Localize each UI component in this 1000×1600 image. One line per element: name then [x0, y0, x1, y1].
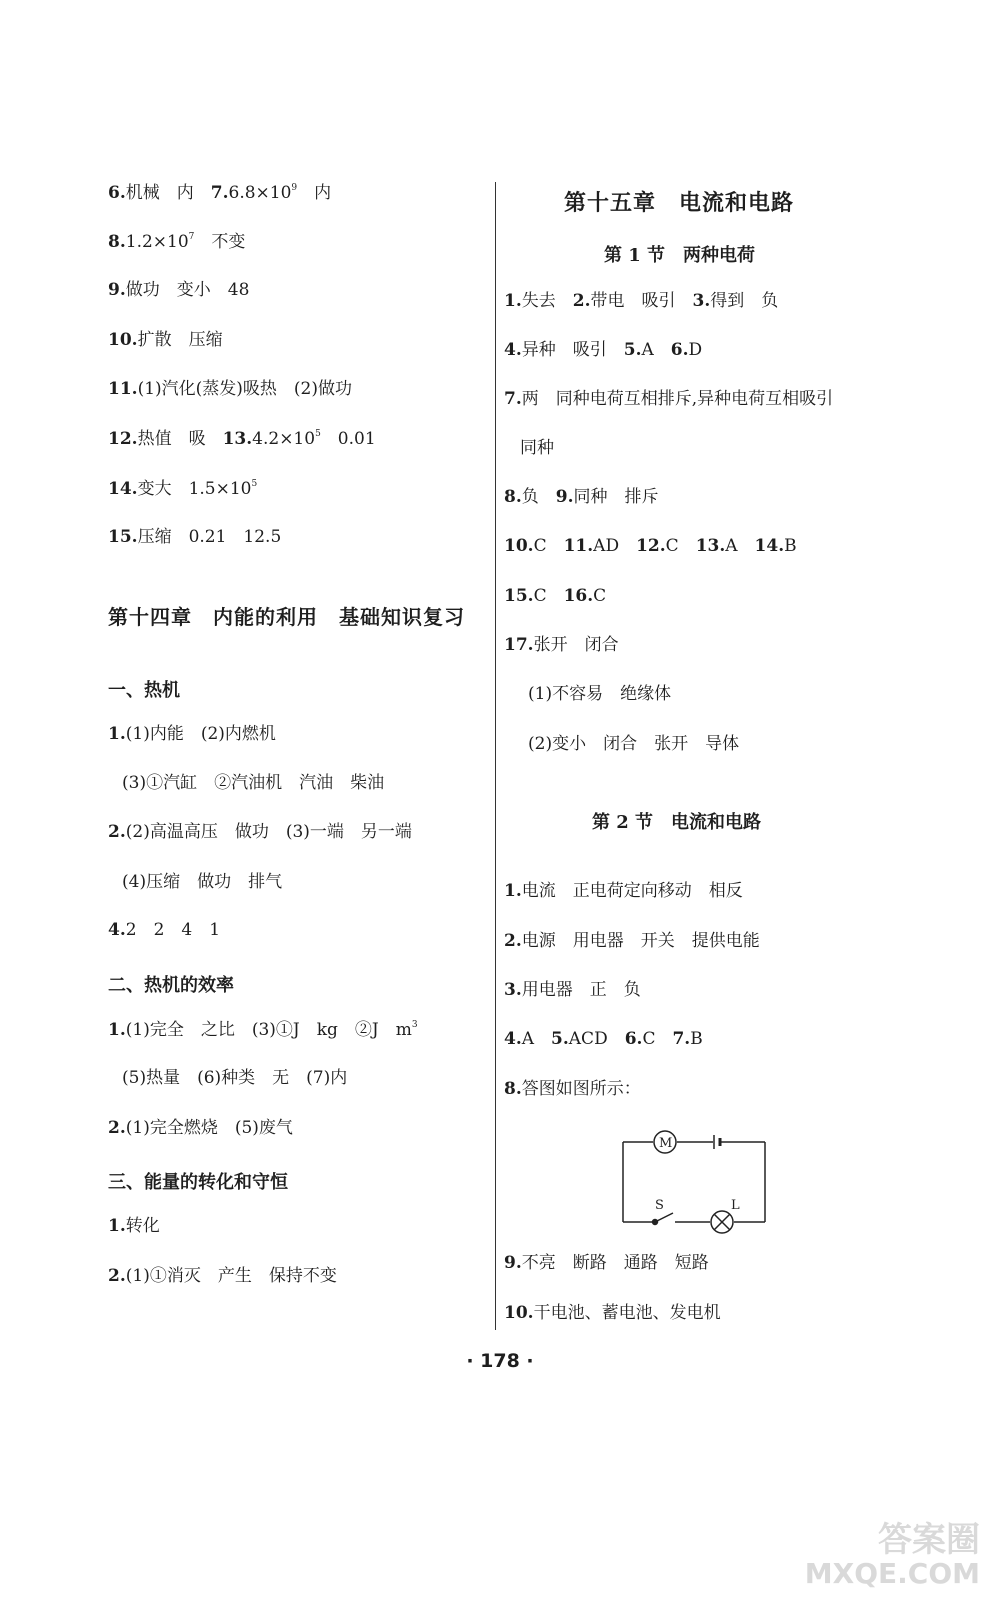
watermark-url: MXQE.COM — [804, 1557, 980, 1591]
answer-line-17: 17.张开 闭合 — [504, 635, 619, 655]
answer-line-9: 9.做功 变小 48 — [108, 280, 250, 300]
answer-line-7: 7.两 同种电荷互相排斥,异种电荷互相吸引 — [504, 389, 834, 409]
switch-icon — [655, 1213, 673, 1222]
answer-line-10-14: 10.C 11.AD 12.C 13.A 14.B — [504, 536, 797, 556]
circuit-answer-line-10: 10.干电池、蓄电池、发电机 — [504, 1303, 721, 1323]
circuit-answer-line-4-7: 4.A 5.ACD 6.C 7.B — [504, 1029, 703, 1049]
circuit-answer-line-9: 9.不亮 断路 通路 短路 — [504, 1253, 709, 1273]
switch-label: S — [655, 1198, 664, 1213]
watermark-logo-text: 答案圈 — [878, 1519, 980, 1560]
answer-line-15-16: 15.C 16.C — [504, 586, 607, 606]
lamp-label: L — [731, 1198, 740, 1213]
energy-line-1: 1.转化 — [108, 1216, 160, 1236]
heat-engine-line-5: 4.2 2 4 1 — [108, 920, 221, 940]
answer-line-4-6: 4.异种 吸引 5.A 6.D — [504, 340, 703, 360]
heat-engine-line-4: (4)压缩 做功 排气 — [122, 872, 283, 892]
answer-line-7-cont: 同种 — [520, 438, 554, 458]
circuit-answer-line-3: 3.用电器 正 负 — [504, 980, 641, 1000]
motor-label: M — [659, 1136, 673, 1151]
chapter-14-heading: 第十四章 内能的利用 基础知识复习 — [108, 605, 465, 629]
page-number: · 178 · — [466, 1350, 534, 1372]
section-1-heading: 第 1 节 两种电荷 — [604, 245, 756, 266]
chapter-15-heading: 第十五章 电流和电路 — [564, 190, 795, 216]
heat-engine-line-2: (3)①汽缸 ②汽油机 汽油 柴油 — [122, 773, 385, 793]
answer-line-8-9: 8.负 9.同种 排斥 — [504, 487, 659, 507]
answer-line-10: 10.扩散 压缩 — [108, 330, 223, 350]
heat-engine-line-1: 1.(1)内能 (2)内燃机 — [108, 724, 276, 744]
circuit-answer-line-2: 2.电源 用电器 开关 提供电能 — [504, 931, 760, 951]
section-efficiency-heading: 二、热机的效率 — [108, 975, 234, 996]
answer-line-17-1: (1)不容易 绝缘体 — [528, 684, 672, 704]
column-divider — [495, 182, 496, 1330]
circuit-diagram — [615, 1125, 775, 1235]
heat-engine-line-3: 2.(2)高温高压 做功 (3)一端 另一端 — [108, 822, 412, 842]
efficiency-line-1: 1.(1)完全 之比 (3)①J kg ②J $m^3$ — [108, 1020, 418, 1040]
efficiency-line-2: (5)热量 (6)种类 无 (7)内 — [122, 1068, 348, 1088]
efficiency-line-3: 2.(1)完全燃烧 (5)废气 — [108, 1118, 293, 1138]
answer-line-6-7: 6.机械 内 $7.6.8\times 10^9$ 内 — [108, 183, 332, 203]
answer-line-12-13: 12.热值 吸 $13.4.2\times 10^5$ 0.01 — [108, 429, 376, 449]
answer-line-17-2: (2)变小 闭合 张开 导体 — [528, 734, 740, 754]
answer-line-11: 11.(1)汽化(蒸发)吸热 (2)做功 — [108, 379, 353, 399]
circuit-answer-line-1: 1.电流 正电荷定向移动 相反 — [504, 881, 743, 901]
watermark — [804, 1519, 980, 1591]
answer-line-8: $8.1.2\times 10^7$ 不变 — [108, 232, 246, 252]
section-2-heading: 第 2 节 电流和电路 — [592, 812, 762, 833]
energy-line-2: 2.(1)①消灭 产生 保持不变 — [108, 1266, 337, 1286]
section-energy-heading: 三、能量的转化和守恒 — [108, 1172, 288, 1193]
answer-line-15: 15.压缩 0.21 12.5 — [108, 527, 282, 547]
answer-line-1-3: 1.失去 2.带电 吸引 3.得到 负 — [504, 291, 779, 311]
circuit-answer-line-8: 8.答图如图所示： — [504, 1079, 641, 1099]
section-heat-engine-heading: 一、热机 — [108, 680, 180, 701]
answer-line-14: 14.变大 $1.5\times 10^5$ — [108, 479, 258, 499]
